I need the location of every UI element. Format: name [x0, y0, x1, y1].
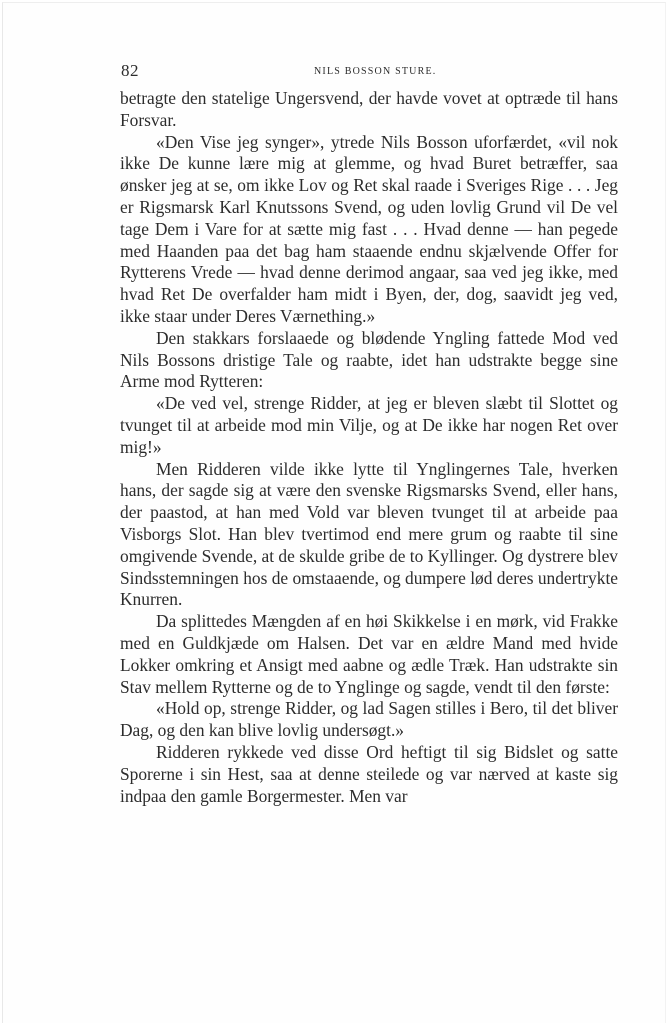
page-number: 82 [121, 61, 139, 80]
paragraph: Ridderen rykkede ved disse Ord heftigt til sig Bidslet og satte Sporerne i sin Hest, saa at denne steilede og var nærved at kaste sig indpaa den gamle Borgermester. Men var [120, 741, 618, 806]
body-text [120, 88, 618, 807]
book-page [2, 2, 666, 1023]
running-title: NILS BOSSON STURE. [314, 66, 437, 77]
paragraph: betragte den statelige Ungersvend, der havde vovet at optræde til hans Forsvar. [120, 88, 618, 130]
paragraph: Da splittedes Mængden af en høi Skikkelse i en mørk, vid Frakke med en Guldkjæde om Halsen. Det var en ældre Mand med hvide Lokker omkring et Ansigt med aabne og ædle Træk. Han udstrakte sin Stav mellem Rytterne og de to Ynglinge og sagde, vendt til den første: [120, 611, 618, 697]
paragraph: «De ved vel, strenge Ridder, at jeg er bleven slæbt til Slottet og tvunget til at arbeide mod min Vilje, og at De ikke har nogen Ret over mig!» [120, 393, 618, 457]
running-head [121, 61, 621, 85]
paragraph: «Hold op, strenge Ridder, og lad Sagen stilles i Bero, til det bliver Dag, og den kan blive lovlig undersøgt.» [120, 698, 618, 741]
paragraph: Den stakkars forslaaede og blødende Yngling fattede Mod ved Nils Bossons dristige Tale og raabte, idet han udstrakte begge sine Arme mod Rytteren: [120, 327, 618, 392]
paragraph: Men Ridderen vilde ikke lytte til Ynglingernes Tale, hverken hans, der sagde sig at være den svenske Rigsmarsks Svend, eller hans, der paastod, at han med Vold var bleven tvunget til at arbeide paa Visborgs Slot. Han blev tvertimod end mere grum og raabte til sine omgivende Svende, at de skulde gribe de to Kyllinger. Og dystrere blev Sindsstemningen hos de omstaaende, og dumpere lød deres undertrykte Knurren. [120, 458, 618, 610]
paragraph: «Den Vise jeg synger», ytrede Nils Bosson uforfærdet, «vil nok ikke De kunne lære mig at glemme, og hvad Buret betræffer, saa ønsker jeg at se, om ikke Lov og Ret skal raade i Sveriges Rige . . . Jeg er Rigsmarsk Karl Knutssons Svend, og uden lovlig Grund vil De vel tage Dem i Vare for at sætte mig fast . . . Hvad denne — han pegede med Haanden paa det bag ham staaende endnu skjælvende Offer for Rytterens Vrede — hvad denne derimod angaar, saa ved jeg ikke, med hvad Ret De overfalder ham midt i Byen, der, dog, saavidt jeg ved, ikke staar under Deres Værnething.» [120, 131, 618, 326]
